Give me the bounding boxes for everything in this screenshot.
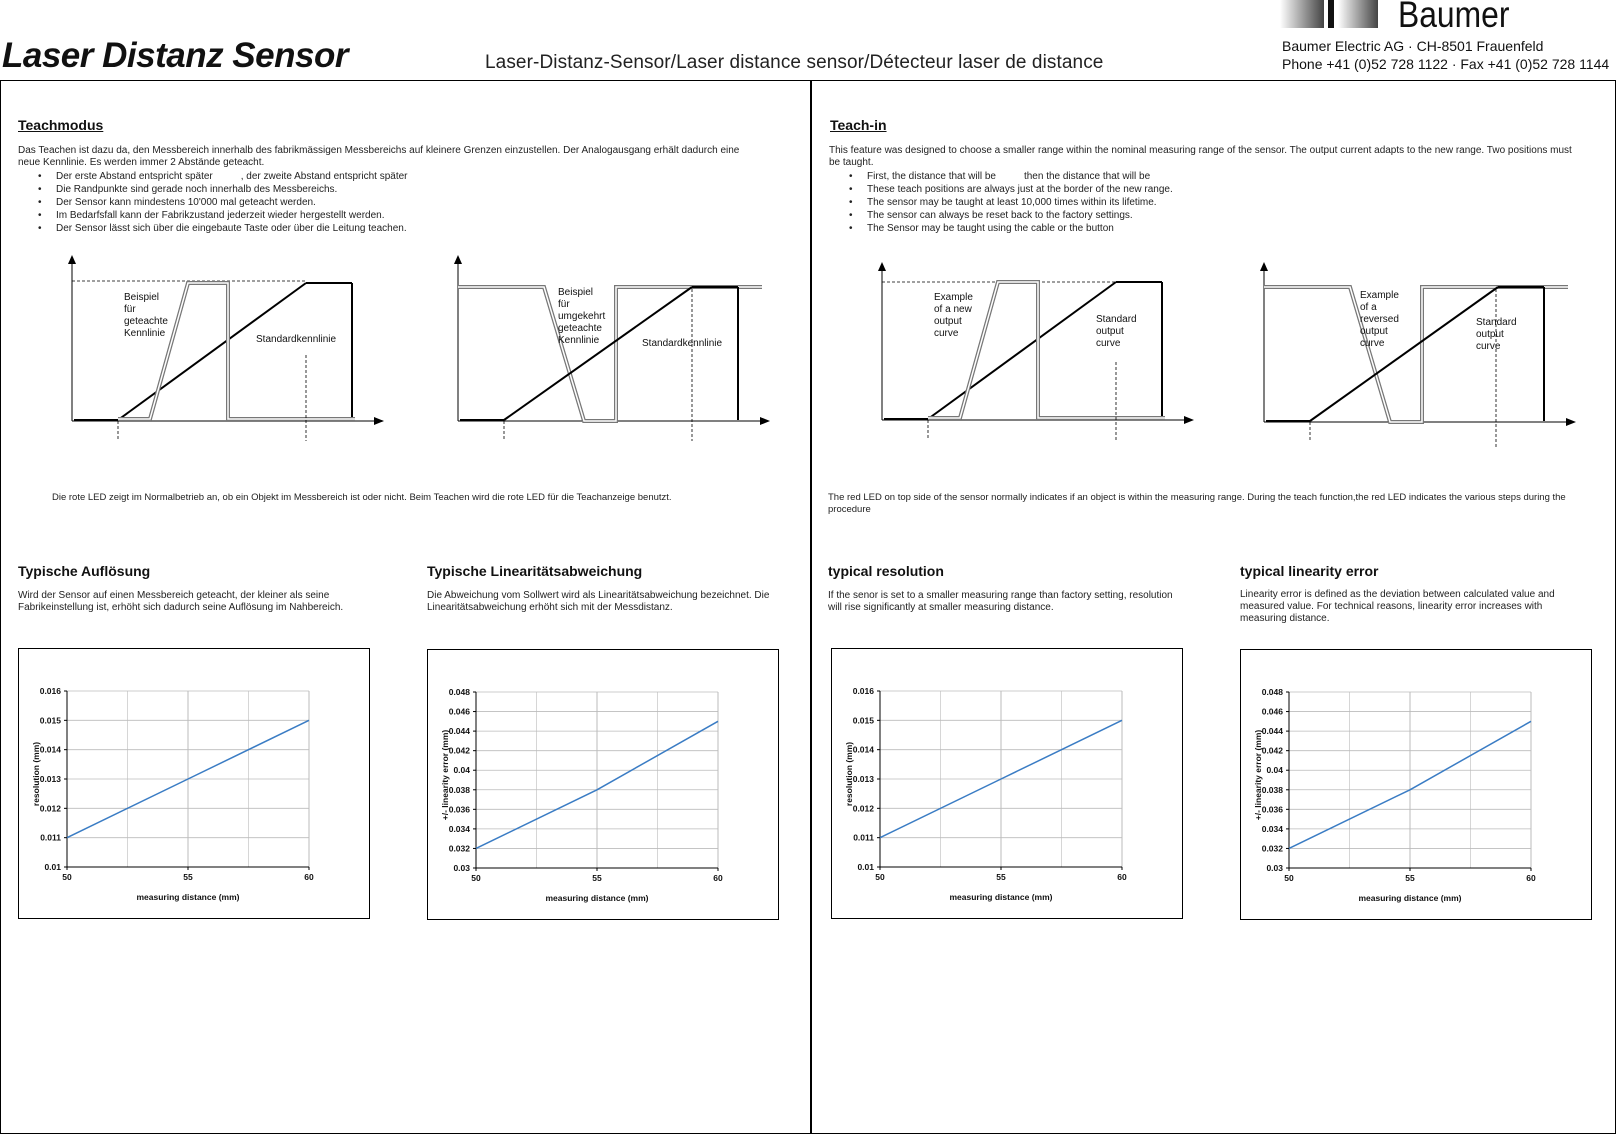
linearity-title-en: typical linearity error	[1240, 563, 1379, 579]
y-axis-label: +/- linearity error (mm)	[440, 729, 450, 821]
y-tick-label: 0.01	[44, 862, 61, 872]
y-tick-label: 0.013	[39, 774, 61, 784]
y-tick-label: 0.03	[1266, 863, 1283, 873]
y-tick-label: 0.04	[1266, 765, 1283, 776]
list-item: • These teach positions are always just at the border of the new range.	[867, 183, 1587, 196]
x-tick-label: 60	[1526, 873, 1536, 883]
y-tick-label: 0.034	[448, 823, 470, 834]
y-tick-label: 0.048	[448, 687, 470, 697]
page-title: Laser Distanz Sensor	[2, 36, 348, 75]
y-axis-label: resolution (mm)	[844, 741, 854, 807]
y-tick-label: 0.011	[853, 832, 874, 843]
baumer-logo-text: Baumer	[1398, 0, 1510, 35]
y-tick-label: 0.032	[448, 843, 470, 854]
y-tick-label: 0.015	[852, 715, 874, 726]
y-tick-label: 0.046	[448, 706, 470, 717]
x-tick-label: 55	[1405, 873, 1415, 883]
diagram-label-example: Example of a new output curve	[934, 292, 973, 339]
y-tick-label: 0.038	[448, 784, 470, 795]
y-tick-label: 0.014	[39, 744, 61, 755]
x-tick-label: 55	[996, 872, 1006, 882]
list-item: • Im Bedarfsfall kann der Fabrikzustand jederzeit wieder hergestellt werden.	[56, 209, 776, 222]
x-tick-label: 55	[592, 873, 602, 883]
led-note-en: The red LED on top side of the sensor normally indicates if an object is within the measuring range. During the teach function,the red LED indicates the various steps during the procedure	[828, 492, 1566, 515]
y-tick-label: 0.036	[448, 804, 470, 815]
y-tick-label: 0.038	[1261, 784, 1283, 795]
diagram-label-example: Example of a reversed output curve	[1360, 290, 1399, 349]
resolution-paragraph-de: Wird der Sensor auf einen Messbereich geteacht, der kleiner als seine Fabrikeinstellung ist, erhöht sich dadurch seine Auflösung im Nahbereich.	[18, 590, 344, 613]
list-item: • Der erste Abstand entspricht später , der zweite Abstand entspricht später	[56, 170, 776, 183]
resolution-title-en: typical resolution	[828, 563, 944, 579]
list-item: • Der Sensor kann mindestens 10'000 mal geteacht werden.	[56, 196, 776, 209]
company-address: Baumer Electric AG · CH-8501 Frauenfeld	[1282, 38, 1544, 54]
x-tick-label: 50	[875, 872, 885, 882]
y-tick-label: 0.036	[1261, 804, 1283, 815]
linearity-title-de: Typische Linearitätsabweichung	[427, 563, 643, 579]
teach-diagram-reversed-en	[1252, 262, 1582, 452]
y-tick-label: 0.012	[39, 803, 61, 814]
list-item: • Der Sensor lässt sich über die eingebaute Taste oder über die Leitung teachen.	[56, 222, 776, 235]
x-tick-label: 60	[1117, 872, 1127, 882]
resolution-chart-en	[831, 648, 1183, 919]
y-tick-label: 0.012	[852, 803, 874, 814]
y-tick-label: 0.034	[1261, 823, 1283, 834]
led-note-de: Die rote LED zeigt im Normalbetrieb an, ob ein Objekt im Messbereich ist oder nicht. Beim Teachen wird die rote LED für die Teachanzeige benutzt.	[52, 492, 672, 503]
y-tick-label: 0.048	[1261, 687, 1283, 697]
x-tick-label: 50	[471, 873, 481, 883]
y-tick-label: 0.032	[1261, 843, 1283, 854]
company-phone-fax: Phone +41 (0)52 728 1122 · Fax +41 (0)52 728 1144	[1282, 56, 1610, 72]
teach-bullets-de	[18, 170, 776, 235]
chart-plot	[19, 649, 369, 918]
diagram-label-standard: Standard output curve	[1096, 314, 1137, 349]
teach-title-en: Teach-in	[830, 117, 887, 133]
teach-paragraph-en: This feature was designed to choose a smaller range within the nominal measuring range of the sensor. The output current adapts to the new range. Two positions must be taught.	[829, 145, 1572, 168]
x-axis-label: measuring distance (mm)	[1358, 893, 1462, 903]
y-tick-label: 0.016	[39, 686, 61, 696]
y-tick-label: 0.04	[453, 765, 470, 776]
y-tick-label: 0.044	[1261, 726, 1283, 737]
x-axis-label: measuring distance (mm)	[949, 892, 1053, 902]
y-axis-label: +/- linearity error (mm)	[1253, 729, 1263, 821]
list-item: • The sensor can always be reset back to the factory settings.	[867, 209, 1587, 222]
chart-plot	[1241, 650, 1591, 919]
x-axis-label: measuring distance (mm)	[136, 892, 240, 902]
y-axis-label: resolution (mm)	[31, 741, 41, 807]
teach-bullets-en	[829, 170, 1587, 235]
teach-title-de: Teachmodus	[18, 117, 104, 133]
list-item: • The Sensor may be taught using the cable or the button	[867, 222, 1587, 235]
y-tick-label: 0.042	[1261, 745, 1283, 756]
y-tick-label: 0.011	[40, 832, 61, 843]
page-subtitle: Laser-Distanz-Sensor/Laser distance sensor/Détecteur laser de distance	[485, 52, 1104, 73]
y-tick-label: 0.014	[852, 744, 874, 755]
linearity-chart-de	[427, 649, 779, 920]
linearity-paragraph-de: Die Abweichung vom Sollwert wird als Linearitätsabweichung bezeichnet. Die Linearitätsabweichung erhöht sich mit der Messdistanz.	[427, 590, 770, 613]
diagram-label-standard: Standardkennlinie	[256, 334, 337, 345]
y-tick-label: 0.01	[857, 862, 874, 872]
y-tick-label: 0.016	[852, 686, 874, 696]
diagram-label-example: Beispiel für umgekehrt geteachte Kennlinie	[558, 287, 606, 346]
x-tick-label: 60	[304, 872, 314, 882]
y-tick-label: 0.042	[448, 745, 470, 756]
x-tick-label: 55	[183, 872, 193, 882]
teach-paragraph-de: Das Teachen ist dazu da, den Messbereich innerhalb des fabrikmässigen Messbereichs auf kleinere Grenzen einzustellen. Der Analogausgang erhält dadurch eine neue Kennlinie. Es werden immer 2 Abstände geteacht.	[18, 145, 740, 168]
resolution-chart-de	[18, 648, 370, 919]
x-tick-label: 50	[62, 872, 72, 882]
linearity-chart-en	[1240, 649, 1592, 920]
chart-plot	[832, 649, 1182, 918]
y-tick-label: 0.013	[852, 774, 874, 784]
diagram-label-standard: Standardkennlinie	[642, 338, 723, 349]
y-tick-label: 0.015	[39, 715, 61, 726]
x-tick-label: 50	[1284, 873, 1294, 883]
resolution-title-de: Typische Auflösung	[18, 563, 151, 579]
teach-diagram-normal-de	[60, 255, 390, 445]
diagram-label-standard: Standard output curve	[1476, 317, 1517, 352]
diagram-label-example: Beispiel für geteachte Kennlinie	[124, 292, 168, 339]
teach-diagram-normal-en	[870, 262, 1200, 452]
x-tick-label: 60	[713, 873, 723, 883]
list-item: • First, the distance that will be then the distance that will be	[867, 170, 1587, 183]
x-axis-label: measuring distance (mm)	[545, 893, 649, 903]
y-tick-label: 0.046	[1261, 706, 1283, 717]
teach-diagram-reversed-de	[446, 255, 776, 445]
list-item: • Die Randpunkte sind gerade noch innerhalb des Messbereichs.	[56, 183, 776, 196]
list-item: • The sensor may be taught at least 10,000 times within its lifetime.	[867, 196, 1587, 209]
y-tick-label: 0.044	[448, 726, 470, 737]
chart-plot	[428, 650, 778, 919]
y-tick-label: 0.03	[453, 863, 470, 873]
linearity-paragraph-en: Linearity error is defined as the deviation between calculated value and measured value. For technical reasons, linearity error increases with measuring distance.	[1240, 589, 1555, 624]
resolution-paragraph-en: If the senor is set to a smaller measuring range than factory setting, resolution will rise significantly at smaller measuring distance.	[828, 590, 1173, 613]
